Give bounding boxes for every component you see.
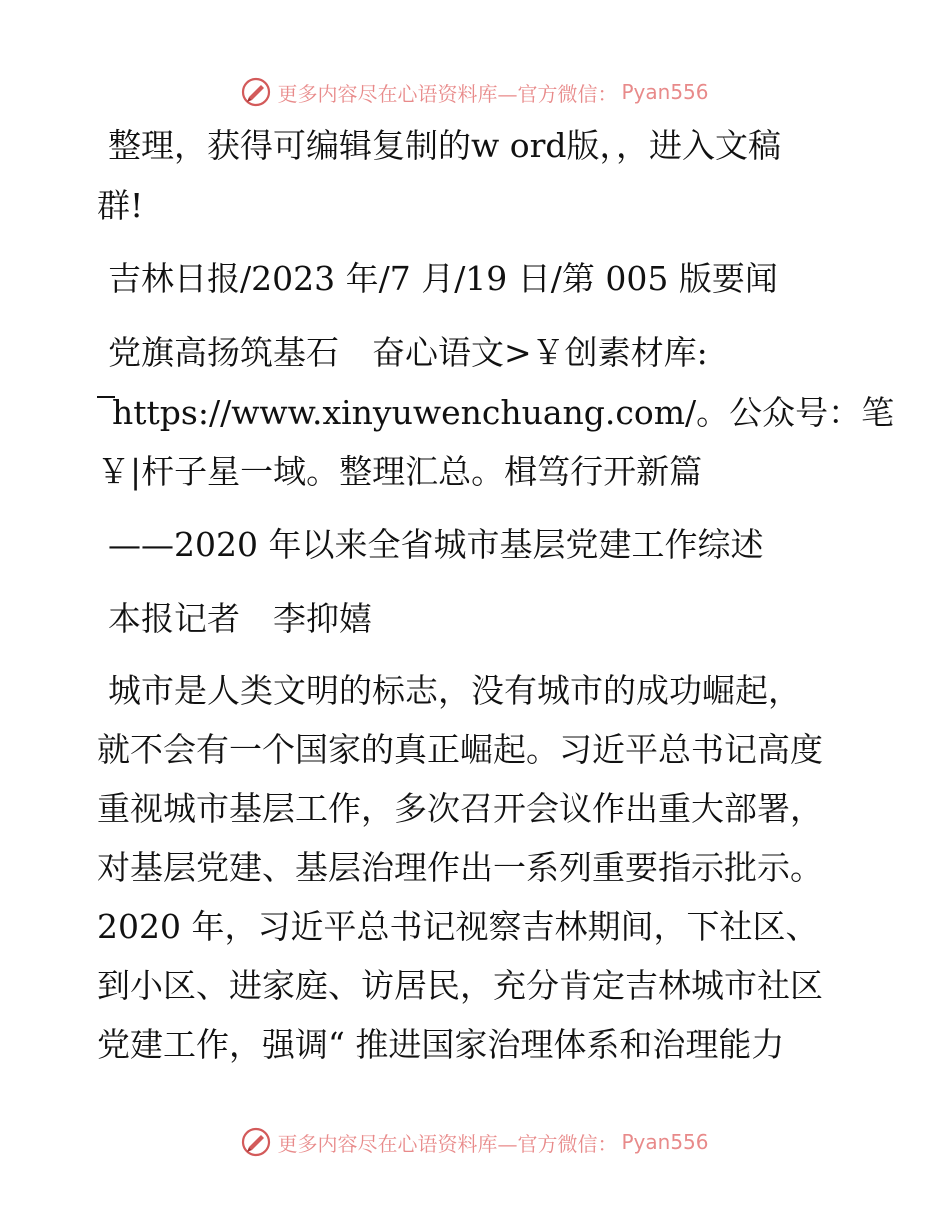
text-line: 群! [97,186,144,225]
text-line: 对基层党建、基层治理作出一系列重要指示批示。 [97,848,823,887]
watermark-footer [0,1122,950,1162]
watermark-text: 更多内容尽在心语资料库—官方微信： [277,81,618,106]
text-line: 就不会有一个国家的真正崛起。习近平总书记高度 [97,730,823,769]
text-line: 党建工作，强调“ 推进国家治理体系和治理能力 [97,1025,785,1064]
text-line: 重视城市基层工作，多次召开会议作出重大部署， [97,789,823,828]
text-line: 到小区、进家庭、访居民，充分肯定吉林城市社区 [97,966,823,1005]
text-line: 整理，获得可编辑复制的w ord版，，进入文稿 [108,126,782,165]
text-line: 党旗高扬筑基石 奋心语文>￥创素材库: [108,333,708,372]
text-line: ——2020 年以来全省城市基层党建工作综述 [108,525,764,564]
pen-logo-icon [241,1127,271,1157]
watermark-header [0,72,950,112]
text-line: 吉林日报/2023 年/7 月/19 日/第 005 版要闻 [108,259,778,298]
watermark-wechat-id: Pyan556 [621,1130,709,1154]
watermark-wechat-id: Pyan556 [621,80,709,104]
text-line: https://www.xinyuwenchuang.com/。公众号：笔 [112,393,895,432]
pen-logo-icon [241,77,271,107]
text-line: 2020 年，习近平总书记视察吉林期间，下社区、 [97,907,819,946]
text-line: ￥|杆子星一域。整理汇总。楫笃行开新篇 [97,452,703,491]
text-line: 本报记者 李抑嬉 [108,599,372,638]
watermark-text: 更多内容尽在心语资料库—官方微信： [277,1131,618,1156]
text-line: 城市是人类文明的标志，没有城市的成功崛起， [108,671,801,710]
